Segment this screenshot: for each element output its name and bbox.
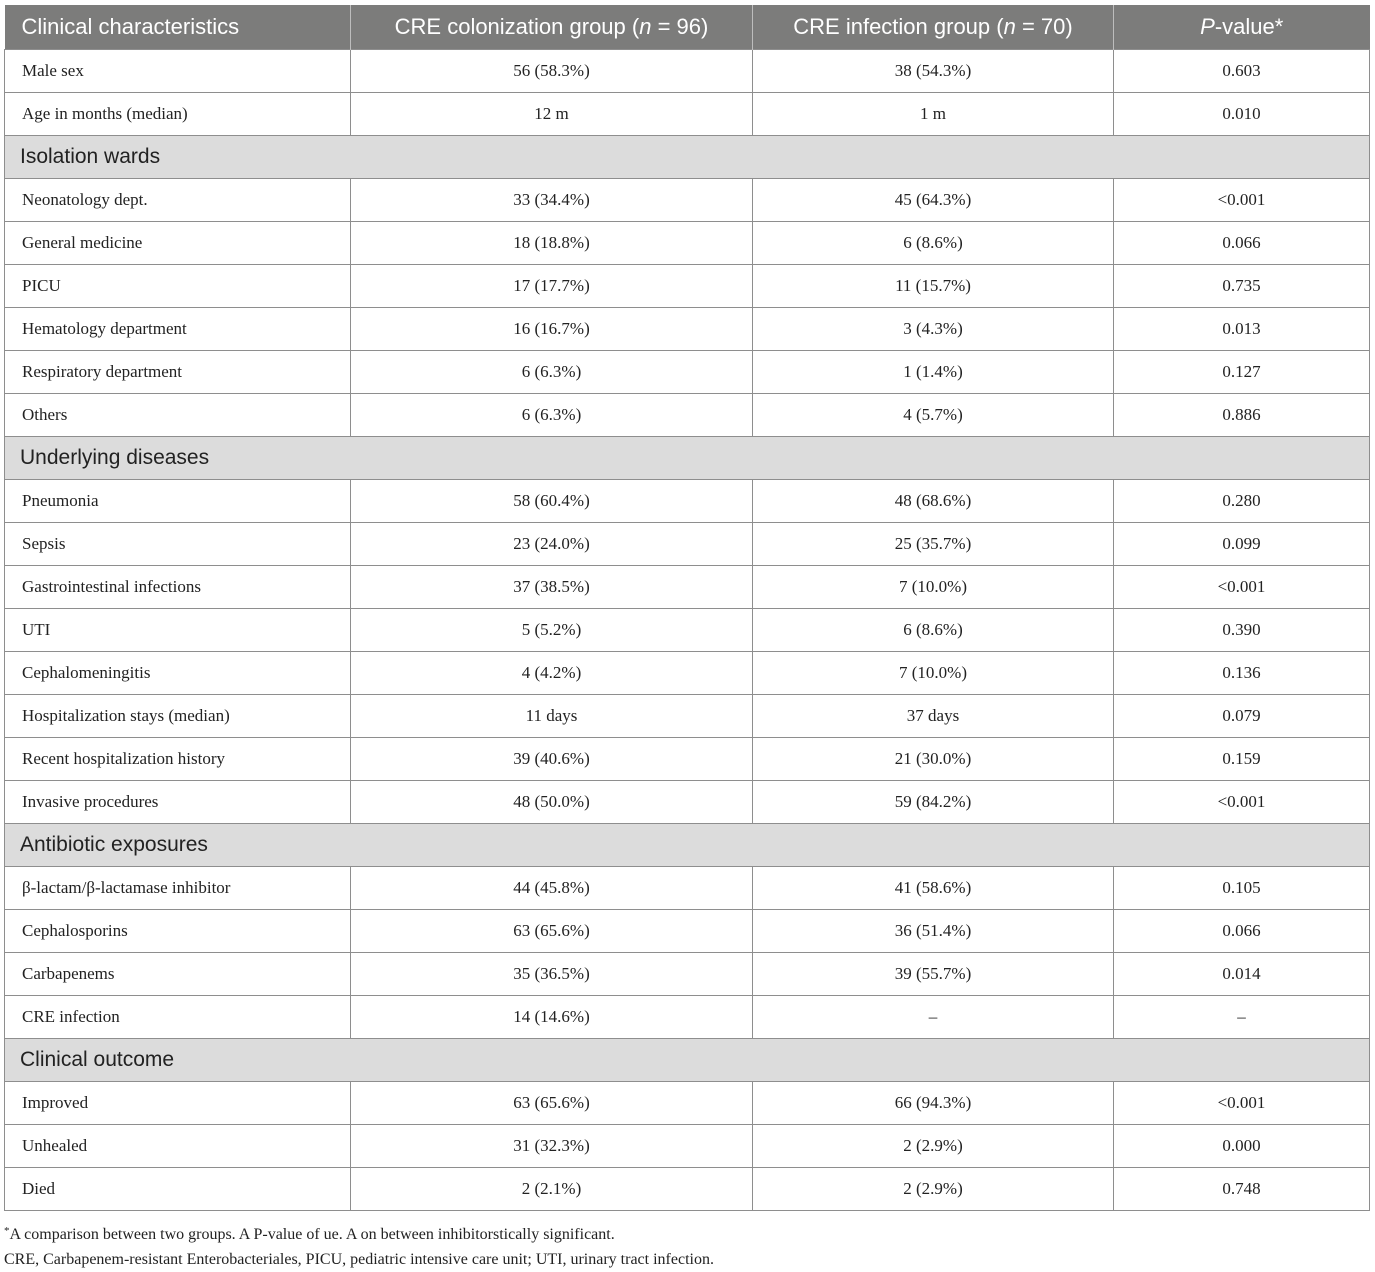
p-value: <0.001 xyxy=(1114,179,1370,222)
colonization-value: 56 (58.3%) xyxy=(351,50,753,93)
row-label: UTI xyxy=(5,609,351,652)
p-value: <0.001 xyxy=(1114,566,1370,609)
p-value: 0.390 xyxy=(1114,609,1370,652)
table-row xyxy=(5,996,1370,1039)
infection-value: 25 (35.7%) xyxy=(753,523,1114,566)
infection-value: 38 (54.3%) xyxy=(753,50,1114,93)
infection-value: 3 (4.3%) xyxy=(753,308,1114,351)
colonization-value: 37 (38.5%) xyxy=(351,566,753,609)
section-isolation-wards xyxy=(5,136,1370,179)
p-value: <0.001 xyxy=(1114,781,1370,824)
colonization-value: 2 (2.1%) xyxy=(351,1168,753,1211)
header-row xyxy=(5,5,1370,50)
colonization-value: 5 (5.2%) xyxy=(351,609,753,652)
table-row xyxy=(5,394,1370,437)
p-value: <0.001 xyxy=(1114,1082,1370,1125)
table-row xyxy=(5,265,1370,308)
header-clinical-characteristics: Clinical characteristics xyxy=(5,5,351,50)
infection-value: 2 (2.9%) xyxy=(753,1168,1114,1211)
p-value: 0.159 xyxy=(1114,738,1370,781)
p-value: 0.886 xyxy=(1114,394,1370,437)
row-label: CRE infection xyxy=(5,996,351,1039)
header-colonization-group xyxy=(351,5,753,50)
p-value: 0.280 xyxy=(1114,480,1370,523)
row-label: PICU xyxy=(5,265,351,308)
header-infection-prefix: CRE infection group ( xyxy=(793,14,1004,39)
colonization-value: 39 (40.6%) xyxy=(351,738,753,781)
colonization-value: 23 (24.0%) xyxy=(351,523,753,566)
infection-value: 1 (1.4%) xyxy=(753,351,1114,394)
infection-value: 45 (64.3%) xyxy=(753,179,1114,222)
p-value: 0.735 xyxy=(1114,265,1370,308)
p-value: 0.079 xyxy=(1114,695,1370,738)
row-label: Cephalomeningitis xyxy=(5,652,351,695)
section-title: Underlying diseases xyxy=(5,437,1370,480)
infection-value: 6 (8.6%) xyxy=(753,609,1114,652)
p-value: 0.000 xyxy=(1114,1125,1370,1168)
infection-value: 2 (2.9%) xyxy=(753,1125,1114,1168)
row-label: Others xyxy=(5,394,351,437)
infection-value: 66 (94.3%) xyxy=(753,1082,1114,1125)
table-row xyxy=(5,738,1370,781)
p-value: 0.099 xyxy=(1114,523,1370,566)
header-p-value xyxy=(1114,5,1370,50)
p-value: 0.603 xyxy=(1114,50,1370,93)
p-value: 0.014 xyxy=(1114,953,1370,996)
header-infection-group xyxy=(753,5,1114,50)
table-row xyxy=(5,781,1370,824)
table-row xyxy=(5,1082,1370,1125)
colonization-value: 31 (32.3%) xyxy=(351,1125,753,1168)
table-body xyxy=(5,50,1370,1211)
colonization-value: 14 (14.6%) xyxy=(351,996,753,1039)
p-value: 0.013 xyxy=(1114,308,1370,351)
row-label: Recent hospitalization history xyxy=(5,738,351,781)
row-label: Age in months (median) xyxy=(5,93,351,136)
footnote-text-1: A comparison between two groups. A P-value of ue. A on between inhibitorstically significant. xyxy=(9,1226,615,1243)
footnote-marker: * xyxy=(4,1225,10,1237)
colonization-value: 11 days xyxy=(351,695,753,738)
table-row xyxy=(5,1125,1370,1168)
row-label: Hospitalization stays (median) xyxy=(5,695,351,738)
colonization-value: 17 (17.7%) xyxy=(351,265,753,308)
table-row xyxy=(5,93,1370,136)
row-label: Invasive procedures xyxy=(5,781,351,824)
p-value: 0.105 xyxy=(1114,867,1370,910)
infection-value: 37 days xyxy=(753,695,1114,738)
header-infection-n: n xyxy=(1003,14,1016,39)
p-value: – xyxy=(1114,996,1370,1039)
infection-value: 4 (5.7%) xyxy=(753,394,1114,437)
clinical-characteristics-table xyxy=(4,5,1370,1211)
colonization-value: 63 (65.6%) xyxy=(351,1082,753,1125)
infection-value: 1 m xyxy=(753,93,1114,136)
table-row xyxy=(5,867,1370,910)
infection-value: 59 (84.2%) xyxy=(753,781,1114,824)
section-clinical-outcome xyxy=(5,1039,1370,1082)
table-row xyxy=(5,523,1370,566)
infection-value: 41 (58.6%) xyxy=(753,867,1114,910)
table-row xyxy=(5,50,1370,93)
row-label: Died xyxy=(5,1168,351,1211)
table-row xyxy=(5,953,1370,996)
row-label: Gastrointestinal infections xyxy=(5,566,351,609)
infection-value: 7 (10.0%) xyxy=(753,652,1114,695)
colonization-value: 58 (60.4%) xyxy=(351,480,753,523)
infection-value: 6 (8.6%) xyxy=(753,222,1114,265)
p-value: 0.066 xyxy=(1114,910,1370,953)
colonization-value: 35 (36.5%) xyxy=(351,953,753,996)
p-value: 0.127 xyxy=(1114,351,1370,394)
section-underlying-diseases xyxy=(5,437,1370,480)
table-row xyxy=(5,351,1370,394)
table-row xyxy=(5,222,1370,265)
header-p-suffix: -value* xyxy=(1214,14,1284,39)
row-label: Cephalosporins xyxy=(5,910,351,953)
header-colonization-prefix: CRE colonization group ( xyxy=(394,14,640,39)
row-label: Neonatology dept. xyxy=(5,179,351,222)
infection-value: 48 (68.6%) xyxy=(753,480,1114,523)
footnote-line-1 xyxy=(4,1219,1369,1247)
colonization-value: 6 (6.3%) xyxy=(351,351,753,394)
colonization-value: 6 (6.3%) xyxy=(351,394,753,437)
row-label: Carbapenems xyxy=(5,953,351,996)
row-label: Male sex xyxy=(5,50,351,93)
table-row xyxy=(5,308,1370,351)
row-label: Hematology department xyxy=(5,308,351,351)
header-colonization-suffix: = 96) xyxy=(651,14,709,39)
table-row xyxy=(5,910,1370,953)
row-label: Sepsis xyxy=(5,523,351,566)
row-label: Respiratory department xyxy=(5,351,351,394)
p-value: 0.010 xyxy=(1114,93,1370,136)
row-label: Pneumonia xyxy=(5,480,351,523)
section-title: Isolation wards xyxy=(5,136,1370,179)
colonization-value: 33 (34.4%) xyxy=(351,179,753,222)
colonization-value: 4 (4.2%) xyxy=(351,652,753,695)
colonization-value: 44 (45.8%) xyxy=(351,867,753,910)
infection-value: 11 (15.7%) xyxy=(753,265,1114,308)
section-title: Antibiotic exposures xyxy=(5,824,1370,867)
table-footnotes xyxy=(4,1219,1369,1272)
table-row xyxy=(5,179,1370,222)
row-label: β-lactam/β-lactamase inhibitor xyxy=(5,867,351,910)
p-value: 0.748 xyxy=(1114,1168,1370,1211)
colonization-value: 16 (16.7%) xyxy=(351,308,753,351)
row-label: Unhealed xyxy=(5,1125,351,1168)
row-label: General medicine xyxy=(5,222,351,265)
table-row xyxy=(5,652,1370,695)
footnote-line-2: CRE, Carbapenem-resistant Enterobacteriales, PICU, pediatric intensive care unit; UTI, urinary tract infection. xyxy=(4,1251,714,1268)
header-colonization-n: n xyxy=(639,14,652,39)
table-row xyxy=(5,566,1370,609)
header-infection-suffix: = 70) xyxy=(1015,14,1073,39)
section-title: Clinical outcome xyxy=(5,1039,1370,1082)
colonization-value: 18 (18.8%) xyxy=(351,222,753,265)
infection-value: 39 (55.7%) xyxy=(753,953,1114,996)
header-p-letter: P xyxy=(1200,14,1215,39)
colonization-value: 63 (65.6%) xyxy=(351,910,753,953)
colonization-value: 12 m xyxy=(351,93,753,136)
infection-value: – xyxy=(753,996,1114,1039)
infection-value: 7 (10.0%) xyxy=(753,566,1114,609)
p-value: 0.136 xyxy=(1114,652,1370,695)
infection-value: 36 (51.4%) xyxy=(753,910,1114,953)
table-header xyxy=(5,5,1370,50)
table-row xyxy=(5,1168,1370,1211)
p-value: 0.066 xyxy=(1114,222,1370,265)
infection-value: 21 (30.0%) xyxy=(753,738,1114,781)
table-row xyxy=(5,695,1370,738)
table-row xyxy=(5,480,1370,523)
row-label: Improved xyxy=(5,1082,351,1125)
table-row xyxy=(5,609,1370,652)
colonization-value: 48 (50.0%) xyxy=(351,781,753,824)
section-antibiotic-exposures xyxy=(5,824,1370,867)
